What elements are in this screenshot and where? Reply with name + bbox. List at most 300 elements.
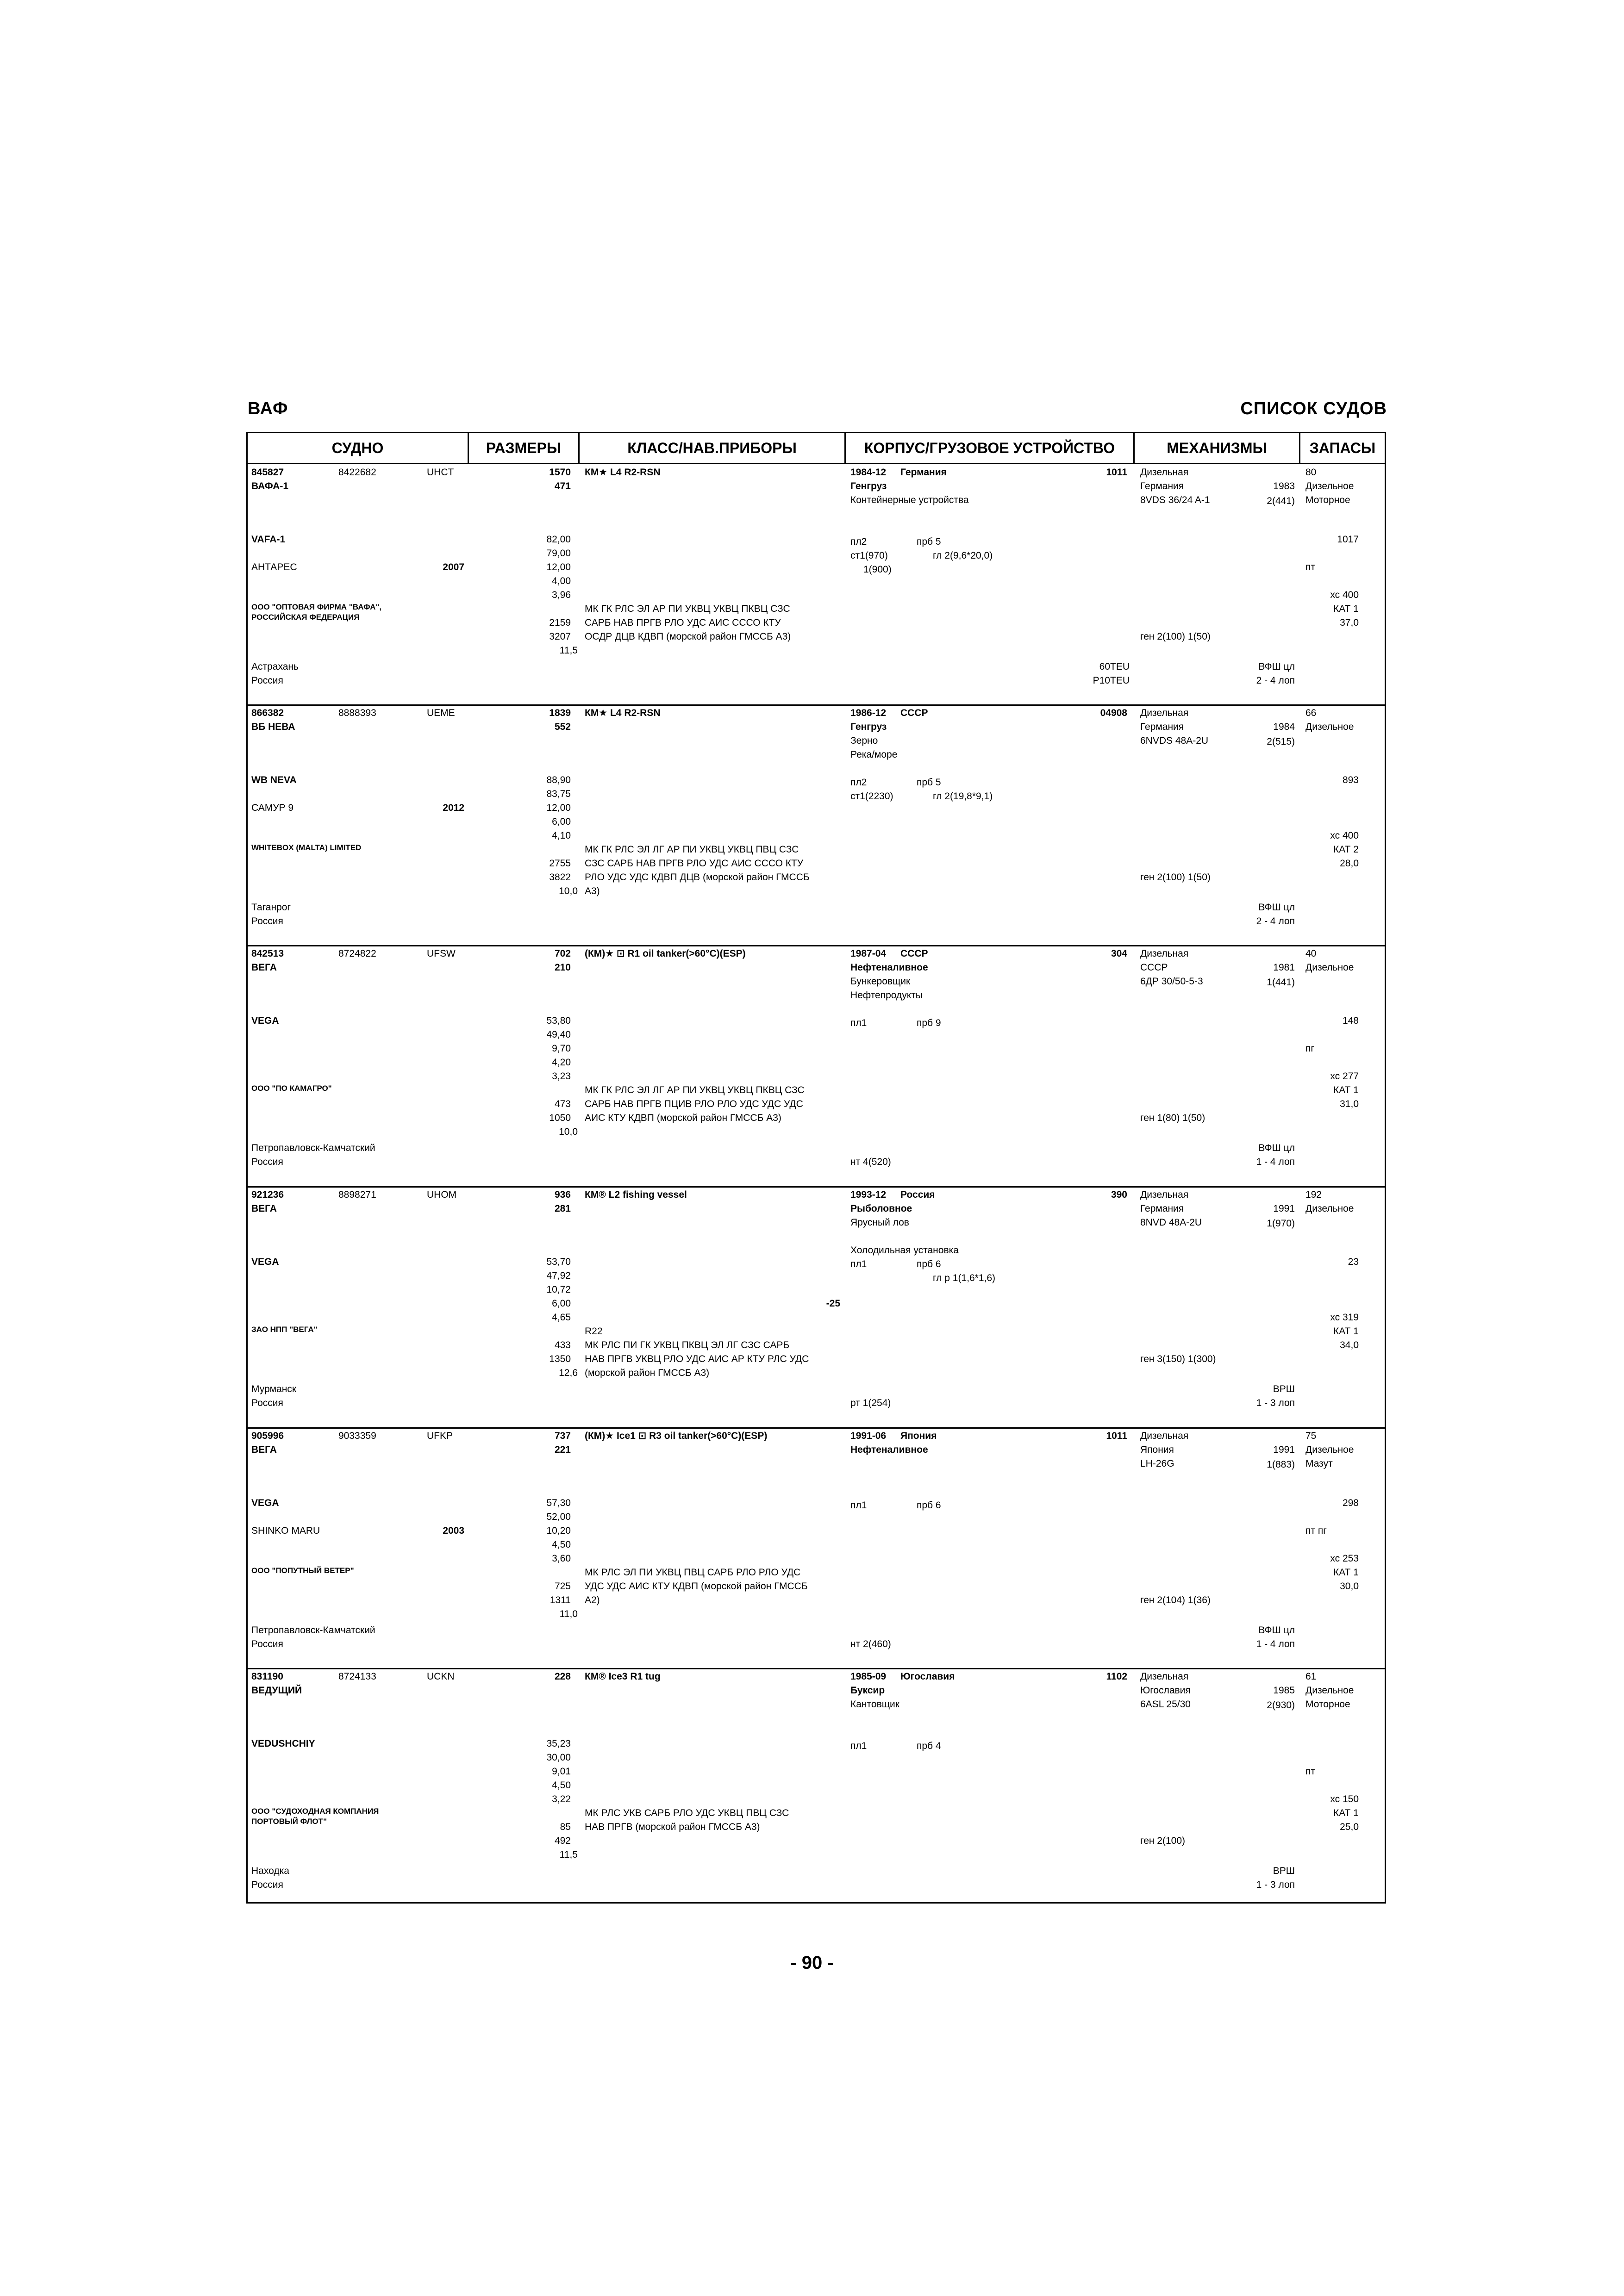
nav-line-3: ОСДР ДЦВ КДВП (морской район ГМССБ А3) bbox=[585, 631, 791, 642]
oil-type: Моторное bbox=[1305, 1699, 1350, 1710]
displacement: 3822 bbox=[549, 872, 571, 883]
engine-country: СССР bbox=[1140, 962, 1168, 973]
class-notation: КМ® L2 fishing vessel bbox=[585, 1189, 687, 1200]
engine-model: LH-26G bbox=[1140, 1458, 1174, 1469]
container-capacity: 60TEU bbox=[1099, 661, 1130, 672]
dim-loa: 35,23 bbox=[546, 1738, 571, 1749]
engine-model: 6ДР 30/50-5-3 bbox=[1140, 976, 1203, 987]
former-name: АНТАРЕС bbox=[251, 562, 297, 572]
build-country: Германия bbox=[900, 467, 947, 478]
gear-line-1: прб 6 bbox=[917, 1259, 941, 1269]
vessel-record bbox=[248, 1670, 1385, 1910]
cargo-bottom: рт 1(254) bbox=[850, 1398, 891, 1408]
dim-depth: 4,50 bbox=[552, 1780, 571, 1791]
propeller: ВРШ bbox=[1273, 1866, 1295, 1876]
fuel-type: Дизельное bbox=[1305, 962, 1354, 973]
reg-number: 845827 bbox=[251, 467, 284, 478]
nav-line-2: МК РЛС ПИ ГК УКВЦ ПКВЦ ЭЛ ЛГ СЗС САРБ bbox=[585, 1340, 790, 1350]
hold-line-2: ст1(2230) bbox=[850, 791, 893, 802]
engine-type: Дизельная bbox=[1140, 708, 1189, 718]
engine-year: 1991 bbox=[1273, 1203, 1295, 1214]
fuel-type: Дизельное bbox=[1305, 1444, 1354, 1455]
dim-loa: 82,00 bbox=[546, 534, 571, 545]
nav-line-3: АИС КТУ КДВП (морской район ГМССБ А3) bbox=[585, 1113, 781, 1123]
dim-breadth: 10,72 bbox=[546, 1284, 571, 1295]
speed: 10,0 bbox=[559, 1126, 578, 1137]
cargo-line-2: Нефтепродукты bbox=[850, 990, 923, 1001]
tank-type: пт пг bbox=[1305, 1525, 1327, 1536]
class-notation: КМ★ L4 R2-RSN bbox=[585, 467, 661, 478]
class-notation: (КМ)★ Ice1 ⊡ R3 oil tanker(>60°C)(ESP) bbox=[585, 1431, 768, 1441]
vessel-record bbox=[248, 706, 1385, 946]
displacement: 492 bbox=[554, 1836, 571, 1846]
nav-line-1: МК ГК РЛС ЭЛ ЛГ АР ПИ УКВЦ УКВЦ ПВЦ СЗС bbox=[585, 844, 799, 855]
speed: 11,5 bbox=[559, 645, 578, 656]
crew: 75 bbox=[1305, 1431, 1317, 1441]
crew: 192 bbox=[1305, 1189, 1322, 1200]
latin-name: VAFA-1 bbox=[251, 534, 286, 545]
container-capacity-2: P10TEU bbox=[1093, 675, 1130, 686]
header-divider bbox=[248, 463, 1385, 464]
cargo-line-1: Ярусный лов bbox=[850, 1217, 909, 1228]
speed: 11,5 bbox=[559, 1849, 578, 1860]
build-number: 304 bbox=[1111, 948, 1127, 959]
nav-line-4: (морской район ГМССБ А3) bbox=[585, 1368, 710, 1378]
dim-loa: 53,70 bbox=[546, 1257, 571, 1267]
dim-lbp: 83,75 bbox=[546, 789, 571, 799]
gear-line-2: гл 2(9,6*20,0) bbox=[933, 550, 993, 561]
tank-type: пг bbox=[1305, 1043, 1315, 1054]
flag-country: Россия bbox=[251, 1398, 283, 1408]
oil-type: Моторное bbox=[1305, 495, 1350, 505]
nav-line-3: А2) bbox=[585, 1595, 600, 1605]
gross-tonnage: 737 bbox=[554, 1431, 571, 1441]
owner: ООО "ОПТОВАЯ ФИРМА "ВАФА", РОССИЙСКАЯ ФЕДЕРАЦИЯ bbox=[251, 603, 382, 622]
engine-power: 2(441) bbox=[1267, 496, 1295, 506]
deadweight: 725 bbox=[554, 1581, 571, 1592]
latin-name: VEGA bbox=[251, 1015, 279, 1026]
generators: ген 1(80) 1(50) bbox=[1140, 1113, 1206, 1123]
vessel-name: ВЕГА bbox=[251, 1444, 277, 1455]
class-extra: -25 bbox=[826, 1298, 840, 1309]
gross-tonnage: 702 bbox=[554, 948, 571, 959]
propeller-blades: 1 - 3 лоп bbox=[1256, 1398, 1295, 1408]
nav-line-1: R22 bbox=[585, 1326, 603, 1337]
cargo-line-1: Бункеровщик bbox=[850, 976, 911, 987]
displacement: 3207 bbox=[549, 631, 571, 642]
vessel-name: ВЕГА bbox=[251, 1203, 277, 1214]
supply-2: КАТ 1 bbox=[1333, 1085, 1359, 1095]
dim-draft: 4,65 bbox=[552, 1312, 571, 1323]
build-number: 1011 bbox=[1106, 467, 1127, 478]
tank-type: пт bbox=[1305, 1766, 1315, 1777]
range: 23 bbox=[1348, 1257, 1359, 1267]
deadweight: 433 bbox=[554, 1340, 571, 1350]
range: 298 bbox=[1342, 1498, 1359, 1508]
propeller-blades: 2 - 4 лоп bbox=[1256, 675, 1295, 686]
engine-power: 1(970) bbox=[1267, 1218, 1295, 1229]
nav-line-1: МК РЛС ЭЛ ПИ УКВЦ ПВЦ САРБ РЛО РЛО УДС bbox=[585, 1567, 801, 1578]
former-name: SHINKO MARU bbox=[251, 1525, 320, 1536]
dim-draft: 3,96 bbox=[552, 590, 571, 600]
build-number: 390 bbox=[1111, 1189, 1127, 1200]
home-port: Находка bbox=[251, 1866, 289, 1876]
supply-1: хс 150 bbox=[1330, 1794, 1359, 1804]
home-port: Петропавловск-Камчатский bbox=[251, 1625, 375, 1636]
dim-depth: 4,00 bbox=[552, 576, 571, 586]
deadweight: 2159 bbox=[549, 617, 571, 628]
dim-loa: 53,80 bbox=[546, 1015, 571, 1026]
net-tonnage: 552 bbox=[554, 722, 571, 732]
range: 1017 bbox=[1337, 534, 1359, 545]
supply-3: 30,0 bbox=[1340, 1581, 1359, 1592]
vessel-name: ВАФА-1 bbox=[251, 481, 289, 492]
gear-line-2: гл 2(19,8*9,1) bbox=[933, 791, 993, 802]
vessel-record bbox=[248, 947, 1385, 1187]
dim-draft: 3,23 bbox=[552, 1071, 571, 1082]
speed: 12,6 bbox=[559, 1368, 578, 1378]
column-header-supplies: ЗАПАСЫ bbox=[1309, 439, 1376, 456]
supply-3: 34,0 bbox=[1340, 1340, 1359, 1350]
supply-1: хс 400 bbox=[1330, 830, 1359, 841]
gear-line-1: прб 4 bbox=[917, 1741, 941, 1751]
generators: ген 3(150) 1(300) bbox=[1140, 1354, 1216, 1364]
crew: 40 bbox=[1305, 948, 1317, 959]
gear-line-1: прб 9 bbox=[917, 1018, 941, 1028]
supply-3: 31,0 bbox=[1340, 1099, 1359, 1109]
column-header-vessel: СУДНО bbox=[248, 433, 469, 463]
imo-number: 9033359 bbox=[338, 1431, 376, 1441]
page-number: - 90 - bbox=[790, 1953, 834, 1973]
engine-year: 1981 bbox=[1273, 962, 1295, 973]
supply-2: КАТ 1 bbox=[1333, 1808, 1359, 1818]
propeller: ВФШ цл bbox=[1258, 902, 1295, 913]
net-tonnage: 471 bbox=[554, 481, 571, 492]
home-port: Петропавловск-Камчатский bbox=[251, 1143, 375, 1153]
latin-name: VEDUSHCHIY bbox=[251, 1738, 315, 1749]
flag-country: Россия bbox=[251, 1879, 283, 1890]
supply-1: хс 319 bbox=[1330, 1312, 1359, 1323]
engine-type: Дизельная bbox=[1140, 1189, 1189, 1200]
build-country: СССР bbox=[900, 948, 928, 959]
engine-power: 2(515) bbox=[1267, 736, 1295, 747]
class-notation: КМ★ L4 R2-RSN bbox=[585, 708, 661, 718]
owner: ООО "ПОПУТНЫЙ ВЕТЕР" bbox=[251, 1566, 354, 1575]
nav-line-3: НАВ ПРГВ УКВЦ РЛО УДС АИС АР КТУ РЛС УДС bbox=[585, 1354, 809, 1364]
engine-year: 1985 bbox=[1273, 1685, 1295, 1696]
supply-3: 37,0 bbox=[1340, 617, 1359, 628]
dim-breadth: 12,00 bbox=[546, 803, 571, 813]
fuel-type: Дизельное bbox=[1305, 1685, 1354, 1696]
build-number: 1011 bbox=[1106, 1431, 1127, 1441]
dim-breadth: 10,20 bbox=[546, 1525, 571, 1536]
call-sign: UHOM bbox=[427, 1189, 457, 1200]
former-name: САМУР 9 bbox=[251, 803, 294, 813]
gross-tonnage: 228 bbox=[554, 1671, 571, 1682]
gear-line-1: прб 5 bbox=[917, 536, 941, 547]
engine-country: Германия bbox=[1140, 722, 1184, 732]
imo-number: 8422682 bbox=[338, 467, 376, 478]
gross-tonnage: 1570 bbox=[549, 467, 571, 478]
home-port: Таганрог bbox=[251, 902, 291, 913]
page-header-right: СПИСОК СУДОВ bbox=[1240, 399, 1387, 418]
generators: ген 2(100) bbox=[1140, 1836, 1186, 1846]
fuel-type: Дизельное bbox=[1305, 722, 1354, 732]
supply-3: 25,0 bbox=[1340, 1822, 1359, 1832]
dim-breadth: 9,70 bbox=[552, 1043, 571, 1054]
vessel-type: Генгруз bbox=[850, 481, 887, 492]
dim-lbp: 30,00 bbox=[546, 1752, 571, 1763]
cargo-line-1: Контейнерные устройства bbox=[850, 495, 969, 505]
dim-depth: 6,00 bbox=[552, 1298, 571, 1309]
engine-type: Дизельная bbox=[1140, 1431, 1189, 1441]
nav-line-2: САРБ НАВ ПРГВ ПЦИВ РЛО РЛО УДС УДС УДС bbox=[585, 1099, 803, 1109]
call-sign: UEME bbox=[427, 708, 455, 718]
gross-tonnage: 1839 bbox=[549, 708, 571, 718]
dim-loa: 88,90 bbox=[546, 775, 571, 785]
displacement: 1311 bbox=[550, 1595, 571, 1605]
reg-number: 842513 bbox=[251, 948, 284, 959]
latin-name: VEGA bbox=[251, 1257, 279, 1267]
column-header-machinery: МЕХАНИЗМЫ bbox=[1135, 433, 1300, 463]
dim-breadth: 12,00 bbox=[546, 562, 571, 572]
flag-country: Россия bbox=[251, 916, 283, 927]
propeller-blades: 1 - 4 лоп bbox=[1256, 1639, 1295, 1649]
dim-loa: 57,30 bbox=[546, 1498, 571, 1508]
engine-year: 1984 bbox=[1273, 722, 1295, 732]
vessel-name: ВЕГА bbox=[251, 962, 277, 973]
hold-line-2: ст1(970) bbox=[850, 550, 888, 561]
nav-line-1: МК ГК РЛС ЭЛ ЛГ АР ПИ УКВЦ УКВЦ ПКВЦ СЗС bbox=[585, 1085, 805, 1095]
cargo-line-2: Река/море bbox=[850, 749, 898, 760]
crew: 66 bbox=[1305, 708, 1317, 718]
rename-year: 2007 bbox=[443, 562, 464, 572]
build-country: СССР bbox=[900, 708, 928, 718]
cargo-line-3: Холодильная установка bbox=[850, 1245, 959, 1256]
class-notation: (КМ)★ ⊡ R1 oil tanker(>60°C)(ESP) bbox=[585, 948, 746, 959]
build-country: Югославия bbox=[900, 1671, 955, 1682]
propeller-blades: 1 - 3 лоп bbox=[1256, 1879, 1295, 1890]
flag-country: Россия bbox=[251, 1639, 283, 1649]
vessel-type: Нефтеналивное bbox=[850, 1444, 928, 1455]
home-port: Мурманск bbox=[251, 1384, 297, 1394]
gear-line-2: гл р 1(1,6*1,6) bbox=[933, 1273, 996, 1283]
generators: ген 2(104) 1(36) bbox=[1140, 1595, 1211, 1605]
fuel-type: Дизельное bbox=[1305, 481, 1354, 492]
supply-2: КАТ 1 bbox=[1333, 604, 1359, 614]
nav-line-1: МК РЛС УКВ САРБ РЛО УДС УКВЦ ПВЦ СЗС bbox=[585, 1808, 789, 1818]
engine-power: 1(883) bbox=[1267, 1459, 1295, 1470]
engine-model: 8VDS 36/24 A-1 bbox=[1140, 495, 1210, 505]
build-date: 1991-06 bbox=[850, 1431, 887, 1441]
nav-line-2: САРБ НАВ ПРГВ РЛО УДС АИС СССО КТУ bbox=[585, 617, 781, 628]
supply-2: КАТ 2 bbox=[1333, 844, 1359, 855]
reg-number: 831190 bbox=[251, 1671, 283, 1682]
imo-number: 8724133 bbox=[338, 1671, 376, 1682]
deadweight: 473 bbox=[554, 1099, 571, 1109]
vessel-name: ВБ НЕВА bbox=[251, 722, 295, 732]
propeller-blades: 2 - 4 лоп bbox=[1256, 916, 1295, 927]
flag-country: Россия bbox=[251, 675, 283, 686]
build-number: 1102 bbox=[1106, 1671, 1127, 1682]
nav-line-3: РЛО УДС УДС КДВП ДЦВ (морской район ГМССБ bbox=[585, 872, 810, 883]
cargo-bottom: нт 2(460) bbox=[850, 1639, 891, 1649]
vessel-record bbox=[248, 1188, 1385, 1428]
owner: ООО "СУДОХОДНАЯ КОМПАНИЯ ПОРТОВЫЙ ФЛОТ" bbox=[251, 1807, 379, 1826]
dim-lbp: 49,40 bbox=[546, 1029, 571, 1040]
propeller: ВФШ цл bbox=[1258, 1625, 1295, 1636]
cargo-line-1: Кантовщик bbox=[850, 1699, 899, 1710]
vessel-type: Рыболовное bbox=[850, 1203, 912, 1214]
nav-line-2: НАВ ПРГВ (морской район ГМССБ А3) bbox=[585, 1822, 760, 1832]
hold-line-1: пл1 bbox=[850, 1018, 867, 1028]
engine-country: Германия bbox=[1140, 481, 1184, 492]
engine-year: 1983 bbox=[1273, 481, 1295, 492]
displacement: 1050 bbox=[549, 1113, 571, 1123]
range: 893 bbox=[1342, 775, 1359, 785]
vessel-table bbox=[246, 432, 1386, 1904]
supply-2: КАТ 1 bbox=[1333, 1326, 1359, 1337]
engine-country: Югославия bbox=[1140, 1685, 1191, 1696]
build-date: 1987-04 bbox=[850, 948, 887, 959]
call-sign: UFSW bbox=[427, 948, 456, 959]
class-notation: КМ® Ice3 R1 tug bbox=[585, 1671, 661, 1682]
reg-number: 921236 bbox=[251, 1189, 284, 1200]
engine-country: Япония bbox=[1140, 1444, 1174, 1455]
deadweight: 2755 bbox=[549, 858, 571, 869]
cargo-bottom: нт 4(520) bbox=[850, 1157, 891, 1167]
nav-line-2: СЗС САРБ НАВ ПРГВ РЛО УДС АИС СССО КТУ bbox=[585, 858, 804, 869]
column-header-hull: КОРПУС/ГРУЗОВОЕ УСТРОЙСТВО bbox=[846, 433, 1135, 463]
build-date: 1984-12 bbox=[850, 467, 887, 478]
flag-country: Россия bbox=[251, 1157, 283, 1167]
gear-line-1: прб 5 bbox=[917, 777, 941, 788]
latin-name: VEGA bbox=[251, 1498, 279, 1508]
build-country: Япония bbox=[900, 1431, 937, 1441]
build-country: Россия bbox=[900, 1189, 935, 1200]
speed: 11,0 bbox=[559, 1609, 578, 1619]
range: 148 bbox=[1342, 1015, 1359, 1026]
build-date: 1993-12 bbox=[850, 1189, 887, 1200]
displacement: 1350 bbox=[549, 1354, 571, 1364]
engine-year: 1991 bbox=[1273, 1444, 1295, 1455]
dim-breadth: 9,01 bbox=[552, 1766, 571, 1777]
build-date: 1985-09 bbox=[850, 1671, 887, 1682]
imo-number: 8898271 bbox=[338, 1189, 376, 1200]
supply-1: хс 277 bbox=[1330, 1071, 1359, 1082]
propeller-blades: 1 - 4 лоп bbox=[1256, 1157, 1295, 1167]
gear-line-1: прб 6 bbox=[917, 1500, 941, 1511]
engine-type: Дизельная bbox=[1140, 1671, 1189, 1682]
dim-depth: 4,20 bbox=[552, 1057, 571, 1068]
page-header-left: ВАФ bbox=[248, 399, 288, 418]
tank-type: пт bbox=[1305, 562, 1315, 572]
hold-line-3: 1(900) bbox=[863, 564, 892, 575]
supply-1: хс 253 bbox=[1330, 1553, 1359, 1564]
engine-model: 6ASL 25/30 bbox=[1140, 1699, 1191, 1710]
engine-type: Дизельная bbox=[1140, 948, 1189, 959]
vessel-record bbox=[248, 1429, 1385, 1669]
column-header-class: КЛАСС/НАВ.ПРИБОРЫ bbox=[580, 433, 846, 463]
home-port: Астрахань bbox=[251, 661, 299, 672]
rename-year: 2003 bbox=[443, 1525, 464, 1536]
dim-depth: 4,50 bbox=[552, 1539, 571, 1550]
engine-model: 8NVD 48A-2U bbox=[1140, 1217, 1202, 1228]
call-sign: UCKN bbox=[427, 1671, 455, 1682]
hold-line-1: пл2 bbox=[850, 777, 867, 788]
dim-depth: 6,00 bbox=[552, 816, 571, 827]
call-sign: UFKP bbox=[427, 1431, 453, 1441]
propeller: ВФШ цл bbox=[1258, 1143, 1295, 1153]
engine-power: 2(930) bbox=[1267, 1700, 1295, 1711]
speed: 10,0 bbox=[559, 886, 578, 896]
nav-line-1: МК ГК РЛС ЭЛ АР ПИ УКВЦ УКВЦ ПКВЦ СЗС bbox=[585, 604, 790, 614]
vessel-type: Генгруз bbox=[850, 722, 887, 732]
rename-year: 2012 bbox=[443, 803, 464, 813]
dim-draft: 3,22 bbox=[552, 1794, 571, 1804]
net-tonnage: 221 bbox=[554, 1444, 571, 1455]
generators: ген 2(100) 1(50) bbox=[1140, 872, 1211, 883]
owner: ООО "ПО КАМАГРО" bbox=[251, 1084, 332, 1093]
vessel-name: ВЕДУЩИЙ bbox=[251, 1685, 302, 1696]
latin-name: WB NEVA bbox=[251, 775, 297, 785]
net-tonnage: 281 bbox=[554, 1203, 571, 1214]
propeller: ВРШ bbox=[1273, 1384, 1295, 1394]
engine-country: Германия bbox=[1140, 1203, 1184, 1214]
generators: ген 2(100) 1(50) bbox=[1140, 631, 1211, 642]
gross-tonnage: 936 bbox=[554, 1189, 571, 1200]
net-tonnage: 210 bbox=[554, 962, 571, 973]
oil-type: Мазут bbox=[1305, 1458, 1333, 1469]
engine-model: 6NVDS 48A-2U bbox=[1140, 735, 1209, 746]
cargo-line-1: Зерно bbox=[850, 735, 878, 746]
vessel-record bbox=[248, 466, 1385, 705]
build-number: 04908 bbox=[1100, 708, 1127, 718]
engine-type: Дизельная bbox=[1140, 467, 1189, 478]
call-sign: UHCT bbox=[427, 467, 454, 478]
hold-line-1: пл2 bbox=[850, 536, 867, 547]
fuel-type: Дизельное bbox=[1305, 1203, 1354, 1214]
nav-line-2: УДС УДС АИС КТУ КДВП (морской район ГМССБ bbox=[585, 1581, 808, 1592]
hold-line-1: пл1 bbox=[850, 1259, 867, 1269]
supply-3: 28,0 bbox=[1340, 858, 1359, 869]
supply-2: КАТ 1 bbox=[1333, 1567, 1359, 1578]
reg-number: 866382 bbox=[251, 708, 284, 718]
dim-lbp: 79,00 bbox=[546, 548, 571, 559]
imo-number: 8888393 bbox=[338, 708, 376, 718]
dim-lbp: 52,00 bbox=[546, 1512, 571, 1522]
dim-draft: 4,10 bbox=[552, 830, 571, 841]
reg-number: 905996 bbox=[251, 1431, 284, 1441]
propeller: ВФШ цл bbox=[1258, 661, 1295, 672]
crew: 61 bbox=[1305, 1671, 1317, 1682]
supply-1: хс 400 bbox=[1330, 590, 1359, 600]
owner: ЗАО НПП "ВЕГА" bbox=[251, 1325, 318, 1334]
crew: 80 bbox=[1305, 467, 1317, 478]
vessel-type: Нефтеналивное bbox=[850, 962, 928, 973]
vessel-type: Буксир bbox=[850, 1685, 885, 1696]
hold-line-1: пл1 bbox=[850, 1500, 867, 1511]
deadweight: 85 bbox=[560, 1822, 571, 1832]
build-date: 1986-12 bbox=[850, 708, 887, 718]
hold-line-1: пл1 bbox=[850, 1741, 867, 1751]
nav-line-4: А3) bbox=[585, 886, 600, 896]
dim-lbp: 47,92 bbox=[546, 1270, 571, 1281]
dim-draft: 3,60 bbox=[552, 1553, 571, 1564]
column-header-dimensions: РАЗМЕРЫ bbox=[469, 433, 580, 463]
engine-power: 1(441) bbox=[1267, 977, 1295, 988]
owner: WHITEBOX (MALTA) LIMITED bbox=[251, 843, 362, 852]
